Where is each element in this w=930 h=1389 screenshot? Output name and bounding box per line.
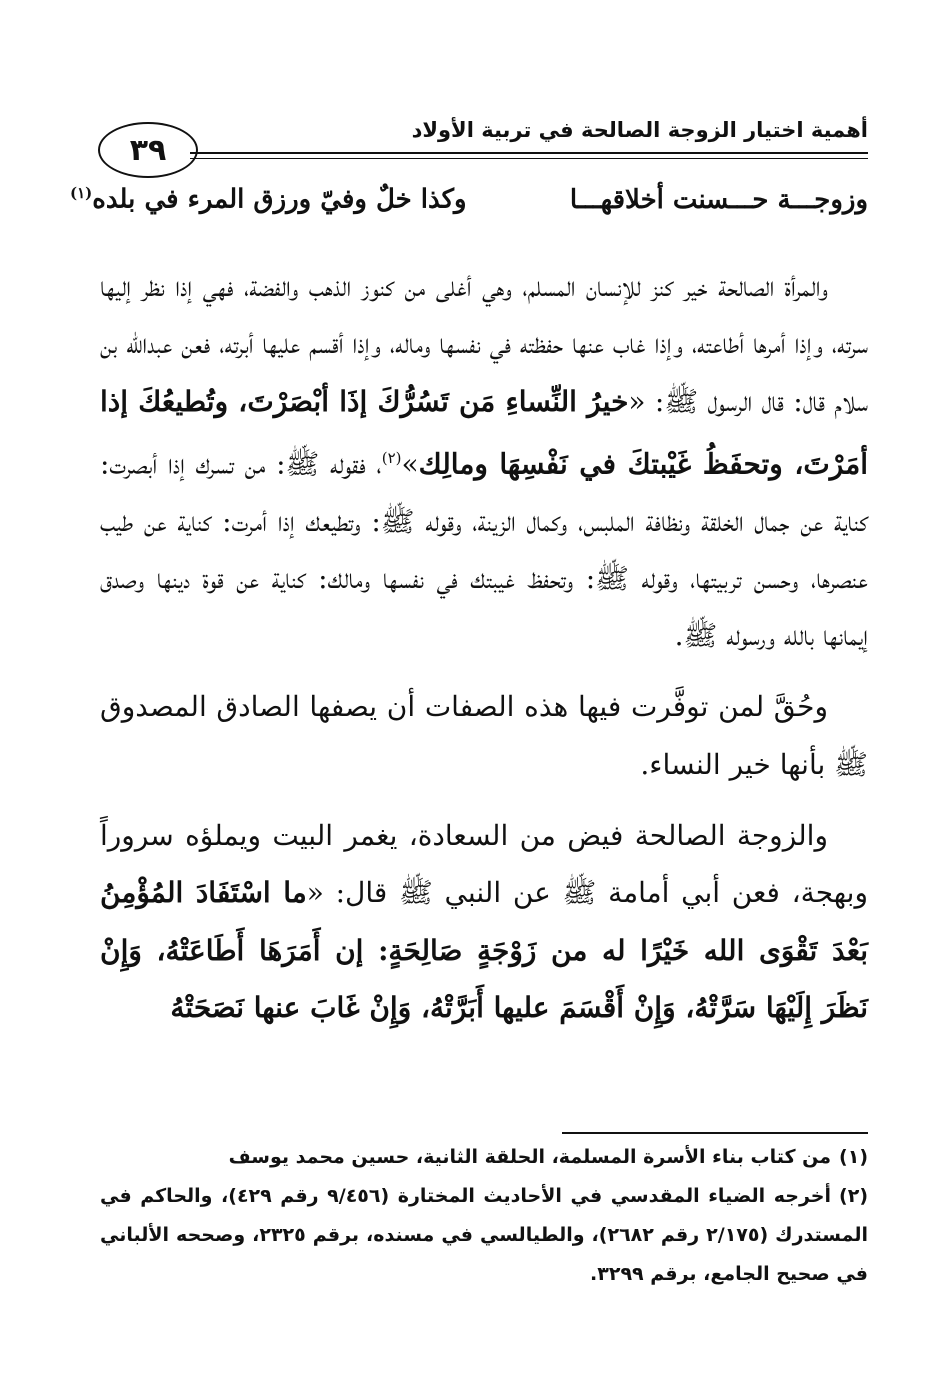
poem-verse (70, 184, 868, 215)
footnotes (100, 1138, 868, 1294)
poem-hemistich-left: وكذا خلٌ وفيّ ورزق المرء في بلده (92, 184, 467, 215)
page-number: ٣٩ (129, 132, 167, 168)
hadith-2: ما اسْتَفَادَ المُؤْمِنُ بَعْدَ تَقْوَى الله خَيْرًا له من زَوْجَةٍ صَالِحَةٍ: إن أَمَرَهَا أَطَاعَتْهُ، وَإِنْ نَظَرَ إِلَيْهَا سَرَّتْهُ، وَإِنْ أَقْسَمَ عليها أَبَرَّتْهُ، وَإِنْ غَابَ عنها نَصَحَتْهُ (100, 876, 868, 1024)
footnote-2 (100, 1177, 868, 1294)
body-text (100, 258, 868, 1036)
footnote-rule (562, 1132, 868, 1134)
paragraph-1 (100, 258, 868, 664)
header-rule (190, 152, 868, 154)
paragraph-1-quote-close: » (401, 447, 419, 481)
paragraph-1-text-b: ، فقوله ﷺ: من تسرك إذا أبصرت: كناية عن جمال الخلقة ونظافة الملبس، وكمال الزينة، وقوله ﷺ: وتطيعك إذا أمرت: كناية عن طيب عنصرها، وحسن تربيتها، وقوله ﷺ: وتحفظ غيبتك في نفسها ومالك: كناية عن قوة دينها وصدق إيمانها بالله ورسوله ﷺ. (100, 447, 868, 653)
footnote-2-text: أخرجه الضياء المقدسي في الأحاديث المختارة (٩/٤٥٦ رقم ٤٢٩)، والحاكم في المستدرك (٢/١٧٥ رقم ٢٦٨٢)، والطيالسي في مسنده، برقم ٢٣٢٥، وصححه الألباني في صحيح الجامع، برقم ٣٢٩٩. (100, 1185, 868, 1285)
running-title: أهمية اختيار الزوجة الصالحة في تربية الأولاد (411, 118, 868, 142)
poem-hemistich-right: وزوجـــة حـــسنت أخلاقهـــا (569, 184, 868, 215)
header-rule-thin (190, 158, 868, 159)
footnote-ref-2: (٢) (381, 448, 402, 467)
footnote-1-number: (١) (839, 1146, 868, 1168)
footnote-2-number: (٢) (839, 1185, 868, 1207)
poem-hemistich-left-wrap (70, 184, 467, 215)
paragraph-2: وحُقَّ لمن توفَّرت فيها هذه الصفات أن يصفها الصادق المصدوق ﷺ بأنها خير النساء. (100, 690, 868, 781)
paragraph-3 (100, 807, 868, 1036)
hadith-1: خيرُ النِّساءِ مَن تَسُرُّكَ إذَا أبْصَرْتَ، وتُطيعُكَ إذا أمَرْتَ، وتحفَظُ غَيْبتكَ في نَفْسِهَا ومالِك (100, 384, 868, 481)
footnote-1 (100, 1138, 868, 1177)
paragraph-1-text-a: والمرأة الصالحة خير كنز للإنسان المسلم، وهي أغلى من كنوز الذهب والفضة، فهي إذا نظر إليها سرته، وإذا أمرها أطاعته، وإذا غاب عنها حفظته في نفسها وماله، وإذا أقسم عليها أبرته، فعن عبدالله بن سلام قال: قال الرسول ﷺ: « (100, 270, 868, 418)
footnote-ref-1: (١) (70, 184, 93, 202)
paragraph-3-text: والزوجة الصالحة فيض من السعادة، يغمر البيت ويملؤه سروراً وبهجة، فعن أبي أمامة ﷺ عن النبي ﷺ قال: « (100, 819, 868, 910)
page-number-oval (98, 122, 198, 178)
footnote-1-text: من كتاب بناء الأسرة المسلمة، الحلقة الثانية، حسين محمد يوسف (228, 1146, 832, 1168)
